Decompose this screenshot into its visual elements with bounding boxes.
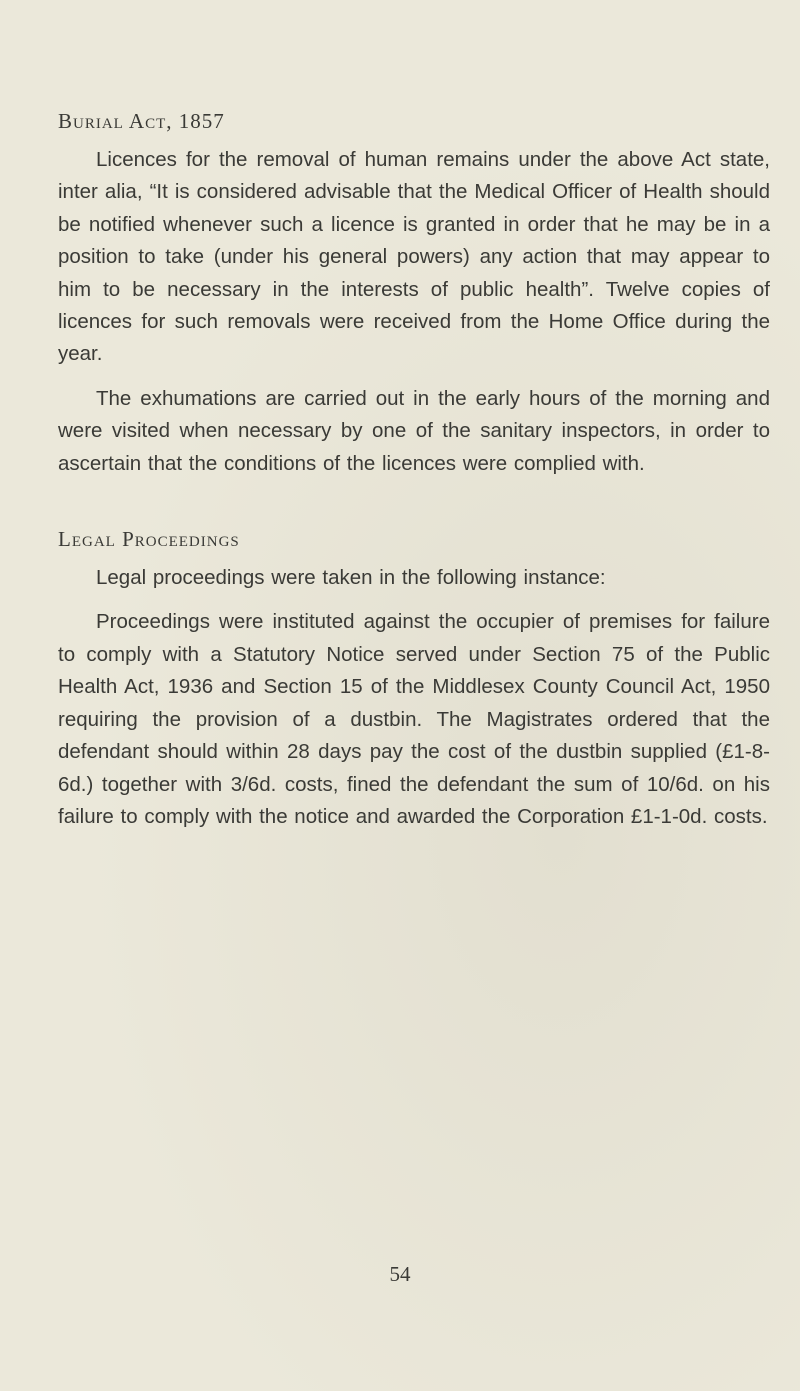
section-heading: Legal Proceedings [58,527,240,552]
page-number: 54 [389,1262,411,1286]
page-body [58,104,770,845]
section-legal-proceedings [58,522,770,833]
paragraph: Legal proceedings were taken in the following instance: [96,566,606,590]
paragraph: Proceedings were instituted against the occupier of premises for failure to comply with a Statutory Notice served under Section 75 of the Public Health Act, 1936 and Section 15 of the Middlesex County Council Act, 1950 requiring the provision of a dustbin. The Magistrates ordered that the defendant should within 28 days pay the cost of the dustbin supplied (£1-8-6d.) together with 3/6d. costs, fined the defendant the sum of 10/6d. on his failure to comply with the notice and awarded the Corporation £1-1-0d. costs. [58,610,770,828]
section-heading: Burial Act, 1857 [58,109,225,133]
paragraph: The exhumations are carried out in the early hours of the morning and were visited when necessary by one of the sanitary inspectors, in order to ascertain that the conditions of the licences were complied with. [58,386,770,475]
section-burial-act [58,104,770,480]
section-spacer [58,492,770,522]
paragraph: Licences for the removal of human remains under the above Act state, inter alia, “It is considered advisable that the Medical Officer of Health should be notified whenever such a licence is granted in order that he may be in a position to take (under his general powers) any action that may appear to him to be necessary in the interests of public health”. Twelve copies of licences for such removals were received from the Home Office during the year. [58,148,770,366]
